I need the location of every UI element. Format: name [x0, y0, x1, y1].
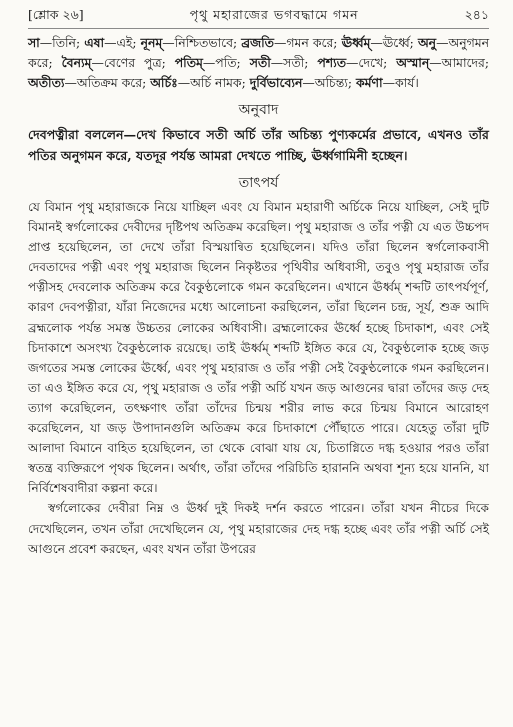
translation-heading: অনুবাদ — [238, 102, 279, 118]
synonym-word: অতীত্য — [28, 75, 65, 90]
purport-body — [28, 197, 489, 559]
synonym-meaning: —দেখে; — [346, 55, 397, 70]
synonym-meaning: —অনুগমন করে; — [28, 35, 489, 70]
synonym-word: বৈন্যম্ — [61, 55, 92, 70]
purport-paragraph: যে বিমান পৃথু মহারাজকে নিয়ে যাচ্ছিল এবং যে বিমান মহারাণী অর্চিকে নিয়ে যাচ্ছিল, সেই দুটি বিমানই স্বর্গলোকের দেবীদের দৃষ্টিপথ অতিক্রম করেছিল। পৃথু মহারাজ ও তাঁর পত্নী যে এত উচ্চপদ প্রাপ্ত হয়েছিলেন, তা দেখে তাঁরা বিস্ময়ান্বিত হয়েছিলেন। যদিও তাঁরা ছিলেন স্বর্গলোকবাসী দেবতাদের পত্নী এবং পৃথু মহারাজ ছিলেন নিকৃষ্টতর পৃথিবীর অধিবাসী, তবুও পৃথু মহারাজ তাঁর পত্নীসহ দেবলোক অতিক্রম করে বৈকুণ্ঠলোকে গমন করেছিলেন। এখানে ঊর্ধ্বম্ শব্দটি তাৎপর্যপূর্ণ, কারণ দেবপত্নীরা, যাঁরা নিজেদের মধ্যে আলোচনা করছিলেন, তাঁরা ছিলেন চন্দ্র, সূর্য, শুক্র আদি ব্রহ্মলোক পর্যন্ত সমস্ত উচ্চতর লোকের অধিবাসী। ব্রহ্মলোকের ঊর্ধ্বে হচ্ছে চিদাকাশ, এবং সেই চিদাকাশে অসংখ্য বৈকুণ্ঠলোক রয়েছে। তাই ঊর্ধ্বম্ শব্দটি ইঙ্গিত করে যে, বৈকুণ্ঠলোক হচ্ছে জড় জগতের সমস্ত লোকের ঊর্ধ্বে, এবং পৃথু মহারাজ ও তাঁর পত্নী সেই বৈকুণ্ঠলোকে গমন করছিলেন। তা এও ইঙ্গিত করে যে, পৃথু মহারাজ ও তাঁর পত্নী অর্চি যখন জড় আগুনের দ্বারা তাঁদের জড় দেহ ত্যাগ করেছিলেন, তৎক্ষণাৎ তাঁরা তাঁদের চিন্ময় শরীর লাভ করে চিন্ময় বিমানে আরোহণ করেছিলেন, যা জড় উপাদানগুলি অতিক্রম করে চিদাকাশে পৌঁছাতে পারে। যেহেতু তাঁরা দুটি আলাদা বিমানে বাহিত হয়েছিলেন, তা থেকে বোঝা যায় যে, চিতাগ্নিতে দগ্ধ হওয়ার পরও তাঁরা স্বতন্ত্র ব্যক্তিরূপে পৃথক ছিলেন। অর্থাৎ, তাঁরা তাঁদের পরিচিতি হারাননি অথবা শূন্য হয়ে যাননি, যা নির্বিশেষবাদীরা কল্পনা করে। — [28, 200, 489, 496]
synonym-meaning: —সতী; — [270, 55, 318, 70]
synonym-meaning: —পতি; — [202, 55, 250, 70]
synonym-word: পশ্যত — [317, 55, 347, 70]
synonym-word: এষা — [84, 35, 105, 50]
synonym-meaning: —তিনি; — [39, 35, 85, 50]
synonym-meaning: —এই; — [104, 35, 141, 50]
synonym-word: নূনম্ — [140, 35, 163, 50]
synonym-meaning: —আমাদের; — [429, 55, 490, 70]
synonym-word: ঊর্ধ্বম্ — [341, 35, 371, 50]
synonym-meaning: —নিশ্চিতভাবে; — [162, 35, 242, 50]
synonym-word: অর্চিঃ — [150, 75, 178, 90]
synonym-word: কর্মণা — [355, 75, 383, 90]
translation-text: দেবপত্নীরা বললেন—দেখ কিভাবে সতী অর্চি তাঁর অচিন্ত্য পুণ্যকর্মের প্রভাবে, এখনও তাঁর পতির অনুগমন করে, যতদূর পর্যন্ত আমরা দেখতে পাচ্ছি, ঊর্ধ্বগামিনী হচ্ছেন। — [28, 127, 489, 163]
synonym-meaning: —গমন করে; — [273, 35, 342, 50]
page-number: ২৪১ — [464, 7, 489, 22]
verse-reference: [শ্লোক ২৬] — [28, 7, 84, 22]
synonym-word: সতী — [249, 55, 271, 70]
chapter-title: পৃথু মহারাজের ভগবদ্ধামে গমন — [189, 7, 359, 22]
running-header — [28, 6, 489, 29]
synonym-meaning: —বেণের পুত্র; — [91, 55, 175, 70]
synonym-word: পতিম্ — [174, 55, 203, 70]
synonyms — [28, 33, 489, 93]
purport-heading: তাৎপর্য — [238, 175, 279, 191]
synonym-meaning: —ঊর্ধ্বে; — [370, 35, 418, 50]
synonym-word: অস্মান্ — [396, 55, 430, 70]
purport-paragraph: স্বর্গলোকের দেবীরা নিম্ন ও ঊর্ধ্ব দুই দিকই দর্শন করতে পারেন। তাঁরা যখন নীচের দিকে দেখেছিলেন, তখন তাঁরা দেখেছিলেন যে, পৃথু মহারাজের দেহ দগ্ধ হচ্ছে এবং তাঁর পত্নী অর্চি সেই আগুনে প্রবেশ করছেন, এবং যখন তাঁরা উপরের — [28, 501, 489, 556]
synonym-word: অনু — [417, 35, 437, 50]
synonym-meaning: —অচিন্ত্য; — [302, 75, 356, 90]
synonym-word: সা — [28, 35, 40, 50]
synonym-word: ব্রজতি — [241, 35, 274, 50]
synonym-meaning: —অর্চি নামক; — [177, 75, 250, 90]
synonym-word: দুর্বিভাব্যেন — [249, 75, 303, 90]
synonym-meaning: —অতিক্রম করে; — [64, 75, 151, 90]
synonym-meaning: —কার্য। — [382, 75, 419, 90]
